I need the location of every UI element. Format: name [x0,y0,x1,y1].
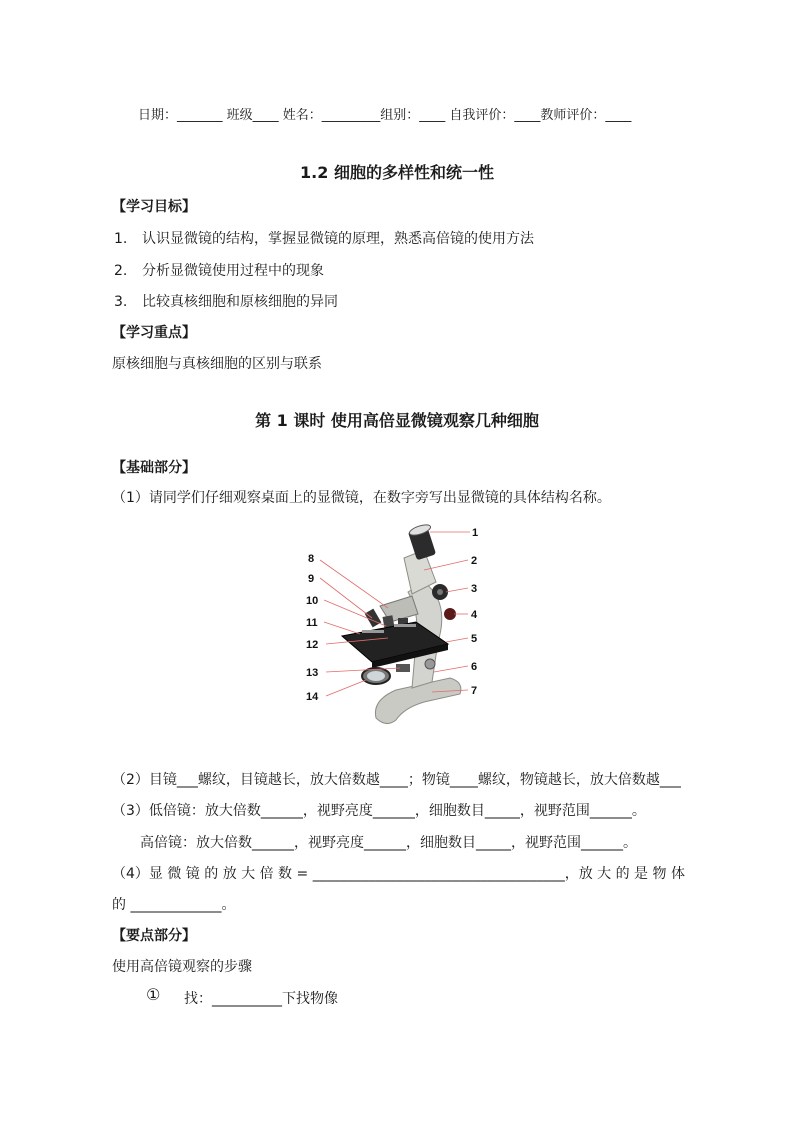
learning-goals-heading: 【学习目标】 [112,199,196,215]
step-1-number: ① [146,985,161,1004]
label-4: 4 [471,609,478,621]
label-11: 11 [306,617,318,629]
label-5: 5 [471,633,478,645]
microscope-illustration [300,522,492,728]
label-13: 13 [306,667,319,679]
label-1: 1 [472,527,479,539]
goal-text: 分析显微镜使用过程中的现象 [142,263,324,279]
goal-number: 1. [114,231,128,247]
label-10: 10 [306,595,319,607]
goal-item-3 [114,291,338,311]
basic-part-heading: 【基础部分】 [112,460,196,476]
steps-title: 使用高倍镜观察的步骤 [112,959,252,975]
learning-focus-text: 原核细胞与真核细胞的区别与联系 [112,356,322,372]
question-4: （4）显 微 镜 的 放 大 倍 数 = ____________________________________，放 大 的 是 物 体 [112,866,685,882]
step-1-text: 找：__________下找物像 [184,991,338,1007]
question-4-continued: 的 _____________。 [112,897,236,913]
label-2: 2 [471,555,478,567]
label-9: 9 [308,573,315,585]
question-3-low-power: （3）低倍镜：放大倍数______，视野亮度______，细胞数目_____，视野范围______。 [112,803,646,819]
goal-item-1 [114,228,534,248]
header-info-line: 日期：_______ 班级____ 姓名：_________组别：____ 自我评价：____教师评价：____ [138,108,632,123]
key-part-heading: 【要点部分】 [112,928,196,944]
goal-number: 2. [114,263,128,279]
goal-text: 比较真核细胞和原核细胞的异同 [142,294,338,310]
label-3: 3 [471,583,478,595]
question-1: （1）请同学们仔细观察桌面上的显微镜，在数字旁写出显微镜的具体结构名称。 [112,490,611,506]
label-12: 12 [306,639,319,651]
goal-item-2 [114,260,324,280]
label-7: 7 [471,685,478,697]
section-title: 1.2 细胞的多样性和统一性 [300,163,494,182]
question-3-high-power: 高倍镜：放大倍数______，视野亮度______，细胞数目_____，视野范围______。 [140,835,637,851]
question-2: （2）目镜___螺纹，目镜越长，放大倍数越____；物镜____螺纹，物镜越长，放大倍数越___ [112,772,681,788]
goal-number: 3. [114,294,128,310]
label-6: 6 [471,661,478,673]
label-8: 8 [308,553,315,565]
learning-focus-heading: 【学习重点】 [112,325,196,341]
lesson-title: 第 1 课时 使用高倍显微镜观察几种细胞 [255,411,539,430]
goal-text: 认识显微镜的结构，掌握显微镜的原理，熟悉高倍镜的使用方法 [142,231,534,247]
microscope-figure [300,522,492,728]
label-14: 14 [306,691,319,703]
